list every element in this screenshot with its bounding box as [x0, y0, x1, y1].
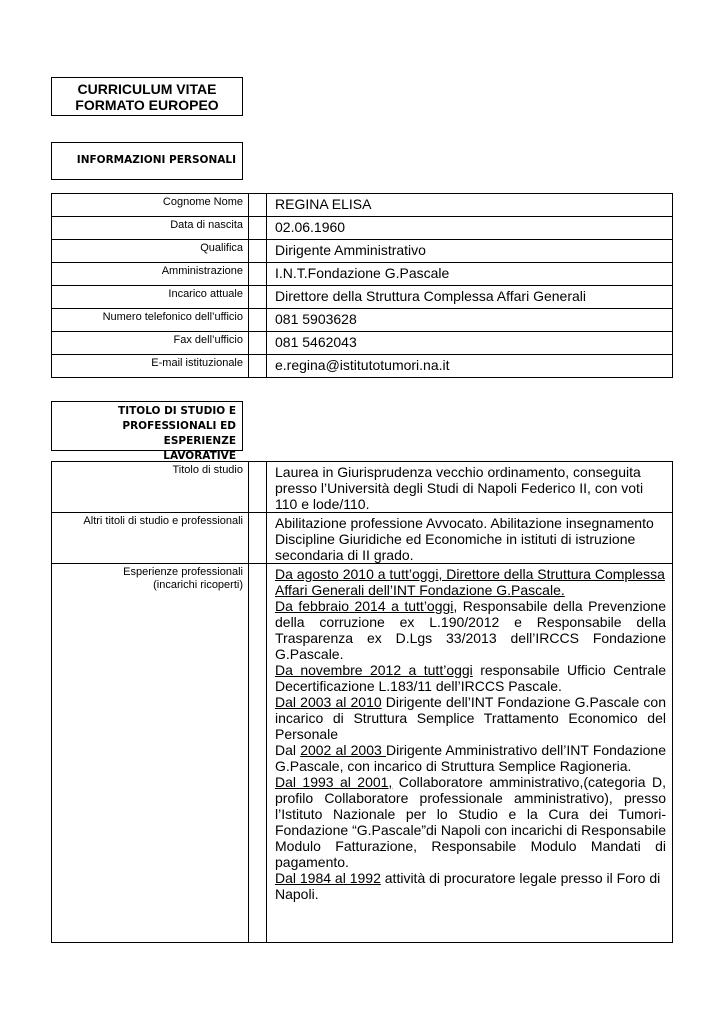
row-label: Cognome Nome [52, 194, 249, 217]
table-row [52, 564, 673, 943]
experience-period: Da novembre 2012 a tutt’oggi [275, 662, 473, 678]
row-value: Laurea in Giurisprudenza vecchio ordinamento, conseguita presso l’Università degli Studi di Napoli Federico II, con voti 110 e lode/110. [267, 462, 673, 513]
row-label [52, 564, 249, 943]
row-value: Direttore della Struttura Complessa Affari Generali [267, 286, 673, 309]
row-value: I.N.T.Fondazione G.Pascale [267, 263, 673, 286]
experience-text: , Responsabile della Prevenzione della corruzione ex L.190/2012 e Responsabile della Trasparenza ex D.Lgs 33/2013 dell’IRCCS Fondazione G.Pascale. [275, 598, 666, 662]
row-label: Numero telefonico dell’ufficio [52, 309, 249, 332]
experiences-sublabel: (incarichi ricoperti) [153, 579, 243, 591]
table-row [52, 513, 673, 564]
row-label: Amministrazione [52, 263, 249, 286]
table-row [52, 217, 673, 240]
row-label: Incarico attuale [52, 286, 249, 309]
section-personal-heading [51, 142, 243, 180]
table-row [52, 194, 673, 217]
section-personal-title: INFORMAZIONI PERSONALI [76, 154, 236, 166]
studies-table [51, 461, 673, 943]
row-value: 02.06.1960 [267, 217, 673, 240]
row-value: 081 5462043 [267, 332, 673, 355]
section-studies-title-line3: LAVORATIVE [163, 450, 236, 462]
experience-text: responsabile Ufficio Centrale Decertificazione L.183/11 dell’IRCCS Pascale. [275, 662, 666, 694]
table-row [52, 355, 673, 378]
experience-entry [275, 598, 666, 662]
experiences-label: Esperienze professionali [123, 566, 243, 578]
experience-text: attività di procuratore legale presso il Foro di Napoli. [275, 870, 661, 902]
experience-period: Dal 2003 al 2010 [275, 694, 382, 710]
row-value: Abilitazione professione Avvocato. Abilitazione insegnamento Discipline Giuridiche ed Economiche in istituti di istruzione secondaria di II grado. [267, 513, 673, 564]
row-label: Data di nascita [52, 217, 249, 240]
cv-title-line1: CURRICULUM VITAE [77, 81, 217, 97]
table-row [52, 462, 673, 513]
table-row [52, 286, 673, 309]
experience-entry: Da agosto 2010 a tutt’oggi, Direttore della Struttura Complessa Affari Generali dell’INT Fondazione G.Pascale. [275, 566, 665, 598]
section-studies-heading [51, 401, 243, 462]
section-studies-title-line1: TITOLO DI STUDIO E [118, 405, 236, 417]
table-row [52, 240, 673, 263]
row-value: Dirigente Amministrativo [267, 240, 673, 263]
row-label: Fax dell’ufficio [52, 332, 249, 355]
experience-period: Dal 1993 al 2001, [275, 774, 393, 790]
experience-entry [275, 662, 666, 694]
cv-title [51, 77, 243, 116]
table-row [52, 332, 673, 355]
experiences-value [267, 564, 673, 943]
row-value: 081 5903628 [267, 309, 673, 332]
experience-period: 2002 al 2003 [300, 742, 386, 758]
experience-period: Da febbraio 2014 a tutt’oggi [275, 598, 454, 614]
row-label: Altri titoli di studio e professionali [52, 513, 249, 564]
table-row [52, 263, 673, 286]
row-label: Qualifica [52, 240, 249, 263]
row-value: e.regina@istitutotumori.na.it [267, 355, 673, 378]
experience-entry [275, 774, 666, 870]
experience-prefix: Dal [275, 742, 301, 758]
experience-entry [275, 742, 666, 774]
table-row [52, 309, 673, 332]
row-label: E-mail istituzionale [52, 355, 249, 378]
experience-entry [275, 870, 666, 902]
section-studies-title-line2: PROFESSIONALI ED ESPERIENZE [122, 420, 236, 447]
experience-entry [275, 694, 666, 742]
experience-text: Dirigente dell’INT Fondazione G.Pascale con incarico di Struttura Semplice Trattamento Economico del Personale [275, 694, 666, 742]
row-label: Titolo di studio [52, 462, 249, 513]
cv-title-line2: FORMATO EUROPEO [75, 97, 219, 113]
experience-text: Dirigente Amministrativo dell’INT Fondazione G.Pascale, con incarico di Struttura Semplice Ragioneria. [275, 742, 666, 774]
experience-text: Collaboratore amministrativo,(categoria D, profilo Collaboratore professionale amministrativo), presso l’Istituto Nazionale per lo Studio e la Cura dei Tumori-Fondazione “G.Pascale”di Napoli con incarichi di Responsabile Modulo Fatturazione, Responsabile Modulo Mandati di pagamento. [275, 774, 666, 870]
experience-period: Dal 1984 al 1992 [275, 870, 381, 886]
row-value: REGINA ELISA [267, 194, 673, 217]
personal-info-table [51, 193, 673, 378]
